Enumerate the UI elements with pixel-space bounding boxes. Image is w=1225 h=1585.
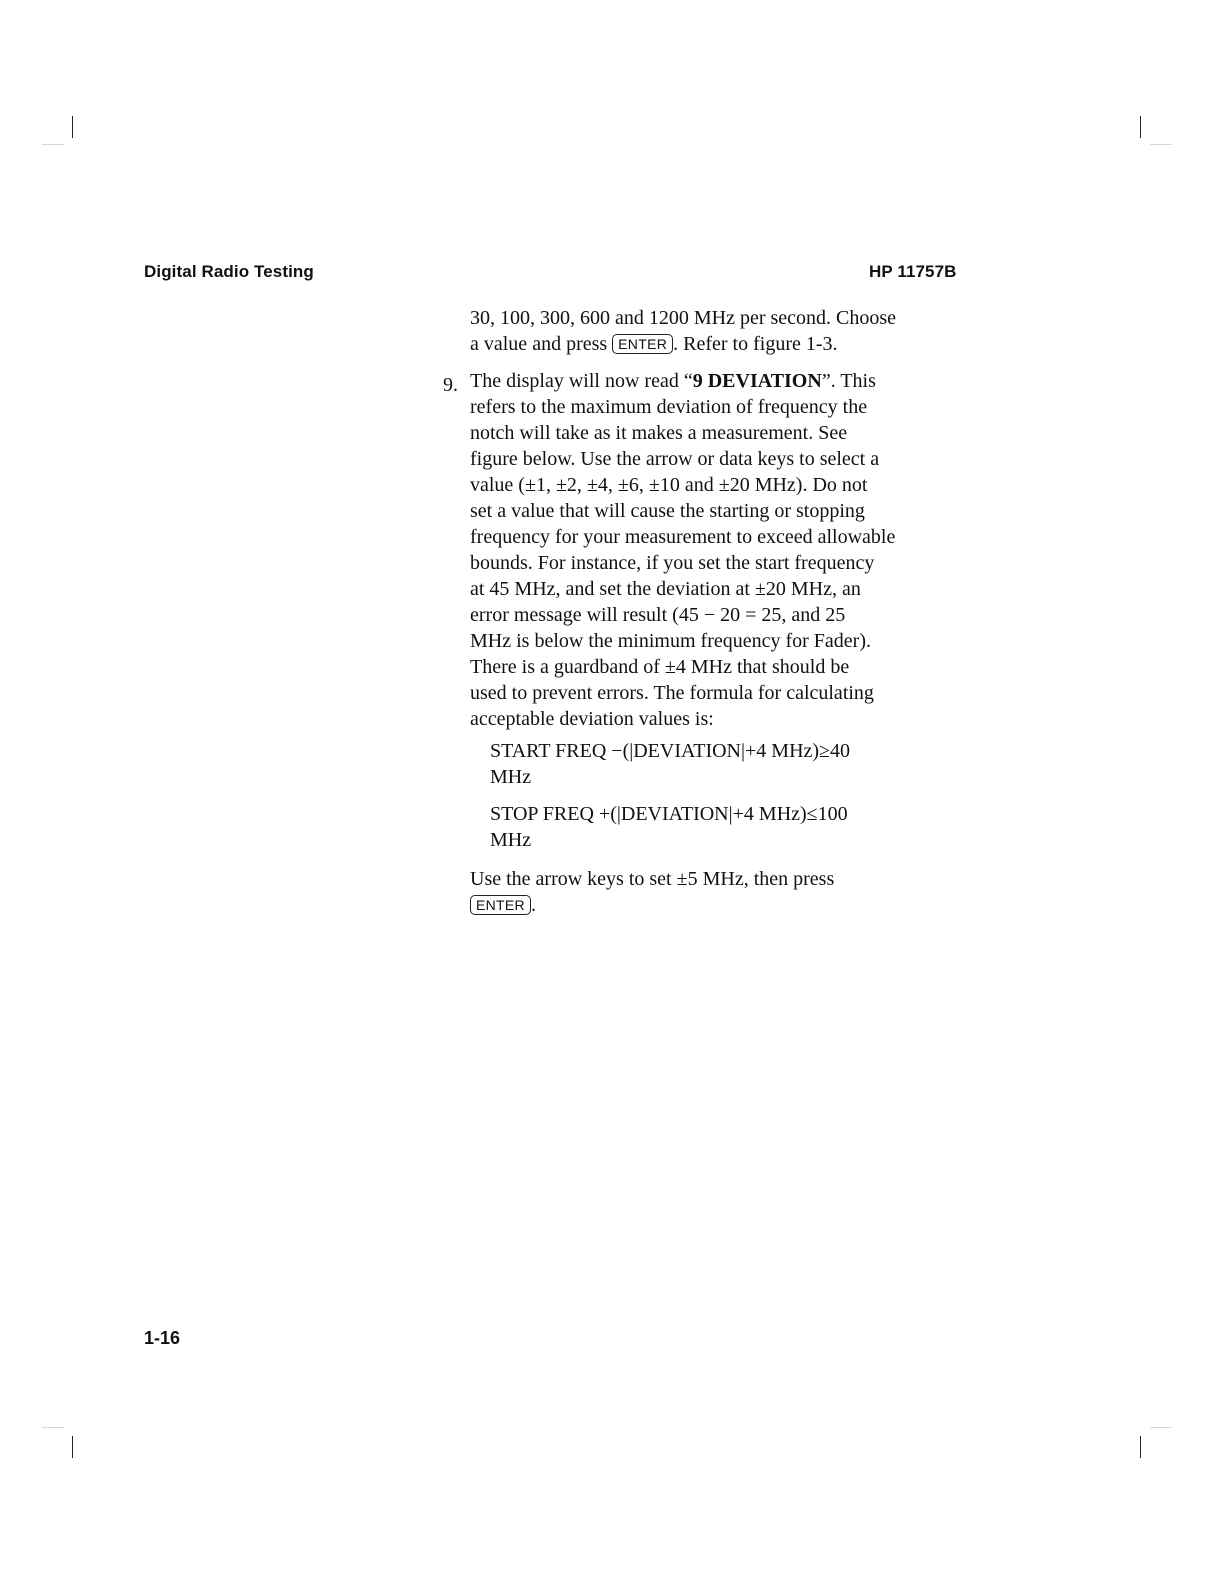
step-9-line: acceptable deviation values is: (470, 708, 714, 730)
crop-mark-top-left (72, 116, 73, 138)
crop-mark-top-right (1140, 116, 1141, 138)
step-8-continuation (470, 305, 980, 357)
step-9-line: error message will result (45 − 20 = 25, and 25 (470, 604, 846, 626)
continuation-line-2-pre: a value and press (470, 333, 608, 355)
enter-key: ENTER (612, 334, 673, 354)
start-formula-line-2: MHz (490, 766, 532, 788)
crop-mark-top-right-h (1150, 144, 1172, 145)
start-formula-line-1: START FREQ −(|DEVIATION|+4 MHz)≥40 (490, 740, 851, 762)
crop-mark-bottom-left-h (42, 1427, 64, 1428)
closing-line-2-post: . (530, 894, 536, 916)
step-9-line: There is a guardband of ±4 MHz that should be (470, 656, 850, 678)
product-title: HP 11757B (869, 262, 957, 281)
page-number: 1-16 (144, 1328, 181, 1348)
step-9-line: notch will take as it makes a measurement. See (470, 422, 848, 444)
step-9-line-1-post: ”. This (821, 370, 876, 392)
step-9-line: used to prevent errors. The formula for calculating (470, 682, 874, 704)
continuation-line-2 (470, 331, 980, 357)
step-number: 9. (443, 374, 458, 396)
closing-line-2 (470, 892, 980, 918)
stop-freq-formula (490, 801, 970, 853)
closing-line-1: Use the arrow keys to set ±5 MHz, then press (470, 868, 835, 890)
closing-instruction (470, 866, 980, 918)
step-9-line: value (±1, ±2, ±4, ±6, ±10 and ±20 MHz). Do not (470, 474, 868, 496)
stop-formula-line-2: MHz (490, 829, 532, 851)
step-9-line: refers to the maximum deviation of frequency the (470, 396, 868, 418)
step-9-line: figure below. Use the arrow or data keys to select a (470, 448, 880, 470)
start-freq-formula (490, 738, 970, 790)
enter-key: ENTER (470, 895, 531, 915)
continuation-line-1: 30, 100, 300, 600 and 1200 MHz per second. Choose (470, 307, 897, 329)
display-readout: 9 DEVIATION (692, 370, 822, 392)
crop-mark-top-left-h (42, 144, 64, 145)
stop-formula-line-1: STOP FREQ +(|DEVIATION|+4 MHz)≤100 (490, 803, 848, 825)
step-9-line: frequency for your measurement to exceed allowable (470, 526, 896, 548)
crop-mark-bottom-right (1140, 1436, 1141, 1458)
continuation-line-2-post: . Refer to figure 1-3. (673, 333, 838, 355)
step-9-line-1-pre: The display will now read “ (470, 370, 693, 392)
step-9-line: MHz is below the minimum frequency for Fader). (470, 630, 872, 652)
section-title: Digital Radio Testing (144, 262, 314, 281)
step-9-line: set a value that will cause the starting or stopping (470, 500, 865, 522)
crop-mark-bottom-left (72, 1436, 73, 1458)
step-9-line: bounds. For instance, if you set the start frequency (470, 552, 875, 574)
crop-mark-bottom-right-h (1150, 1427, 1172, 1428)
step-9-line-1 (470, 368, 980, 394)
step-9-line: at 45 MHz, and set the deviation at ±20 MHz, an (470, 578, 861, 600)
step-9-text (470, 368, 980, 732)
